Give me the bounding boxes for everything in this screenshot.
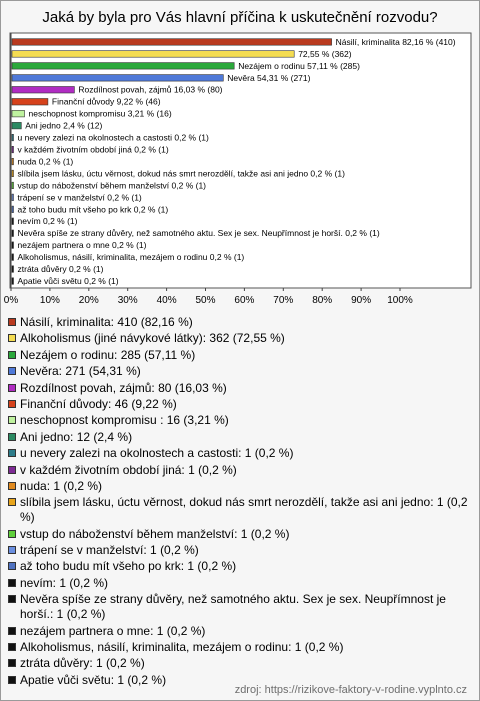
legend-label-7: Ani jedno: 12 (2,4 %) bbox=[20, 429, 133, 444]
x-tick-label-4: 40% bbox=[156, 295, 177, 306]
legend-item-19 bbox=[8, 656, 470, 671]
bar-8 bbox=[12, 134, 14, 141]
bar-label-17: nezájem partnera o mne 0,2 % (1) bbox=[17, 240, 147, 251]
x-tick-label-1: 10% bbox=[39, 295, 60, 306]
legend-item-9 bbox=[8, 463, 470, 478]
bar-label-14: až toho budu mít všeho po krk 0,2 % (1) bbox=[17, 204, 169, 215]
legend-item-8 bbox=[8, 446, 470, 461]
legend-swatch-9 bbox=[8, 466, 16, 474]
legend-label-18: Alkoholismus, násilí, kriminalita, mezájem o rodinu: 1 (0,2 %) bbox=[20, 640, 344, 655]
legend-swatch-5 bbox=[8, 400, 16, 408]
legend-item-2 bbox=[8, 348, 470, 363]
legend-swatch-10 bbox=[8, 482, 16, 490]
legend-label-4: Rozdílnost povah, zájmů: 80 (16,03 %) bbox=[20, 380, 227, 395]
bar-7 bbox=[12, 122, 21, 128]
bar-1 bbox=[12, 51, 294, 58]
legend-item-7 bbox=[8, 430, 470, 445]
legend-item-3 bbox=[8, 364, 470, 379]
source-note: zdroj: https://rizikove-faktory-v-rodine.vyplnto.cz bbox=[234, 684, 467, 696]
legend-item-10 bbox=[8, 479, 470, 494]
legend-label-1: Alkoholismus (jiné návykové látky): 362 (72,55 %) bbox=[20, 331, 285, 346]
bar-9 bbox=[12, 146, 14, 153]
bar-label-20: Apatie vůči světu 0,2 % (1) bbox=[17, 276, 119, 286]
legend-label-10: nuda: 1 (0,2 %) bbox=[20, 478, 103, 493]
legend-item-15 bbox=[8, 576, 470, 591]
legend-swatch-20 bbox=[8, 676, 16, 684]
legend-label-16: Nevěra spíše ze strany důvěry, než samotného aktu. Sex je sex. Neupřímnost je horší.: 1 (0,2 %) bbox=[20, 592, 446, 622]
bar-label-5: Finanční důvody 9,22 % (46) bbox=[51, 96, 161, 107]
bar-13 bbox=[12, 194, 14, 201]
legend-label-3: Nevěra: 271 (54,31 %) bbox=[20, 364, 141, 379]
legend-swatch-6 bbox=[8, 416, 16, 424]
legend-label-20: Apatie vůči světu: 1 (0,2 %) bbox=[20, 672, 167, 687]
x-tick-label-9: 90% bbox=[351, 295, 372, 306]
chart-legend bbox=[8, 315, 470, 689]
bar-label-3: Nevěra 54,31 % (271) bbox=[227, 72, 311, 83]
legend-swatch-14 bbox=[8, 562, 16, 570]
bar-18 bbox=[12, 254, 14, 261]
legend-label-19: ztráta důvěry: 1 (0,2 %) bbox=[20, 656, 145, 671]
bar-label-16: Nevěra spíše ze strany důvěry, než samotného aktu. Sex je sex. Neupřímnost je horší. 0,2 % (1) bbox=[17, 228, 380, 239]
legend-item-5 bbox=[8, 397, 470, 412]
x-tick-label-5: 50% bbox=[195, 295, 216, 306]
x-tick-label-6: 60% bbox=[234, 295, 255, 306]
legend-item-12 bbox=[8, 527, 470, 542]
bar-label-19: ztráta důvěry 0,2 % (1) bbox=[17, 264, 104, 274]
bar-label-13: trápení se v manželství 0,2 % (1) bbox=[17, 192, 142, 203]
legend-label-13: trápení se v manželství: 1 (0,2 %) bbox=[20, 543, 199, 558]
legend-swatch-2 bbox=[8, 351, 16, 359]
legend-label-15: nevím: 1 (0,2 %) bbox=[20, 575, 109, 590]
bar-17 bbox=[12, 242, 14, 249]
x-tick-label-3: 30% bbox=[117, 295, 138, 306]
legend-item-6 bbox=[8, 413, 470, 428]
legend-label-0: Násilí, kriminalita: 410 (82,16 %) bbox=[20, 315, 193, 329]
legend-item-18 bbox=[8, 640, 470, 655]
bar-label-8: u nevery zalezi na okolnostech a castosti 0,2 % (1) bbox=[17, 132, 209, 143]
legend-label-11: slíbila jsem lásku, úctu věrnost, dokud nás smrt nerozdělí, takže asi ani jedno: 1 (0,2 %) bbox=[20, 495, 468, 525]
bar-14 bbox=[12, 206, 14, 213]
legend-item-0 bbox=[8, 315, 470, 330]
bar-15 bbox=[12, 218, 14, 225]
legend-swatch-8 bbox=[8, 449, 16, 457]
legend-swatch-7 bbox=[8, 433, 16, 441]
bar-label-15: nevím 0,2 % (1) bbox=[17, 216, 78, 227]
legend-label-5: Finanční důvody: 46 (9,22 %) bbox=[20, 396, 177, 411]
bar-label-4: Rozdílnost povah, zájmů 16,03 % (80) bbox=[78, 84, 223, 95]
legend-swatch-13 bbox=[8, 546, 16, 554]
x-tick-label-7: 70% bbox=[273, 295, 294, 306]
bar-5 bbox=[12, 99, 48, 106]
x-tick-label-0: 0% bbox=[3, 295, 19, 306]
bar-label-12: vstup do náboženství během manželství 0,2 % (1) bbox=[17, 180, 207, 191]
legend-label-2: Nezájem o rodinu: 285 (57,11 %) bbox=[20, 347, 196, 362]
bar-label-18: Alkoholismus, násilí, kriminalita, mezájem o rodinu 0,2 % (1) bbox=[17, 252, 245, 263]
legend-swatch-12 bbox=[8, 530, 16, 538]
legend-swatch-15 bbox=[8, 579, 16, 587]
chart-title: Jaká by byla pro Vás hlavní příčina k uskutečnění rozvodu? bbox=[42, 9, 438, 26]
legend-swatch-0 bbox=[8, 318, 16, 326]
bar-label-7: Ani jedno 2,4 % (12) bbox=[25, 120, 103, 131]
legend-swatch-11 bbox=[8, 498, 16, 506]
x-tick-label-2: 20% bbox=[78, 295, 99, 306]
bar-11 bbox=[12, 170, 14, 177]
bar-label-9: v každém životním období jiná 0,2 % (1) bbox=[17, 144, 169, 155]
x-tick-label-8: 80% bbox=[312, 295, 333, 306]
legend-swatch-17 bbox=[8, 627, 16, 635]
bar-19 bbox=[12, 266, 14, 273]
legend-item-4 bbox=[8, 381, 470, 396]
bar-2 bbox=[12, 63, 234, 70]
bar-label-10: nuda 0,2 % (1) bbox=[17, 156, 74, 167]
legend-label-9: v každém životním období jiná: 1 (0,2 %) bbox=[20, 462, 237, 477]
legend-label-17: nezájem partnera o mne: 1 (0,2 %) bbox=[20, 623, 206, 638]
bar-10 bbox=[12, 158, 14, 165]
legend-label-14: až toho budu mít všeho po krk: 1 (0,2 %) bbox=[20, 559, 237, 574]
bar-label-2: Nezájem o rodinu 57,11 % (285) bbox=[238, 60, 360, 71]
bar-label-1: 72,55 % (362) bbox=[298, 48, 352, 59]
bar-label-11: slíbila jsem lásku, úctu věrnost, dokud nás smrt nerozdělí, takže asi ani jedno 0,2 % (1) bbox=[17, 168, 345, 179]
legend-swatch-4 bbox=[8, 384, 16, 392]
legend-swatch-18 bbox=[8, 643, 16, 651]
legend-item-16 bbox=[8, 592, 470, 622]
legend-swatch-1 bbox=[8, 334, 16, 342]
legend-label-6: neschopnost kompromisu : 16 (3,21 %) bbox=[20, 413, 229, 428]
bar-0 bbox=[12, 39, 332, 46]
bar-chart bbox=[1, 1, 479, 313]
legend-swatch-19 bbox=[8, 659, 16, 667]
legend-swatch-16 bbox=[8, 595, 16, 603]
legend-item-17 bbox=[8, 624, 470, 639]
bar-16 bbox=[12, 230, 14, 237]
bar-4 bbox=[12, 87, 74, 94]
bar-label-0: Násilí, kriminalita 82,16 % (410) bbox=[335, 36, 456, 47]
legend-swatch-3 bbox=[8, 367, 16, 375]
bar-3 bbox=[12, 75, 223, 82]
legend-item-11 bbox=[8, 495, 470, 525]
x-tick-label-10: 100% bbox=[387, 295, 413, 306]
legend-item-1 bbox=[8, 331, 470, 346]
legend-label-12: vstup do náboženství během manželství: 1 (0,2 %) bbox=[20, 526, 290, 541]
bar-label-6: neschopnost kompromisu 3,21 % (16) bbox=[28, 108, 172, 119]
bar-6 bbox=[12, 110, 25, 117]
legend-item-13 bbox=[8, 543, 470, 558]
bar-12 bbox=[12, 182, 14, 189]
bar-20 bbox=[12, 278, 14, 285]
legend-label-8: u nevery zalezi na okolnostech a castosti: 1 (0,2 %) bbox=[20, 446, 294, 461]
legend-item-14 bbox=[8, 559, 470, 574]
